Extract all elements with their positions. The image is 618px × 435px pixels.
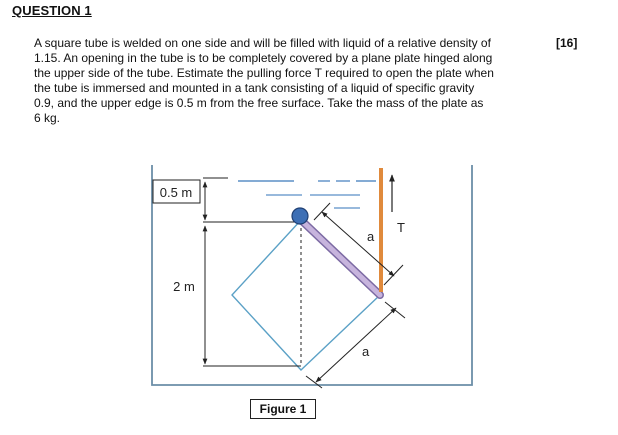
question-line: 0.9, and the upper edge is 0.5 m from the free surface. Take the mass of the plate as — [34, 96, 484, 110]
height-label: 2 m — [173, 279, 195, 294]
upper-side-dimension-arrow — [322, 212, 394, 276]
hinge-icon — [292, 208, 308, 224]
question-line: the upper side of the tube. Estimate the pulling force T required to open the plate when — [34, 66, 494, 80]
question-title: QUESTION 1 — [12, 3, 92, 18]
figure-caption: Figure 1 — [250, 399, 316, 419]
lower-side-label: a — [362, 344, 370, 359]
question-line: 6 kg. — [34, 111, 61, 125]
square-tube — [232, 220, 380, 370]
question-line: the tube is immersed and mounted in a tank consisting of a liquid of specific gravity — [34, 81, 475, 95]
side-extension-line — [306, 376, 322, 388]
upper-side-label: a — [367, 229, 375, 244]
question-marks: [16] — [556, 36, 578, 50]
question-line: 1.15. An opening in the tube is to be completely covered by a plane plate hinged along — [34, 51, 493, 65]
force-label: T — [397, 220, 405, 235]
question-line: A square tube is welded on one side and will be filled with liquid of a relative density of — [34, 36, 491, 50]
depth-label: 0.5 m — [159, 185, 193, 200]
